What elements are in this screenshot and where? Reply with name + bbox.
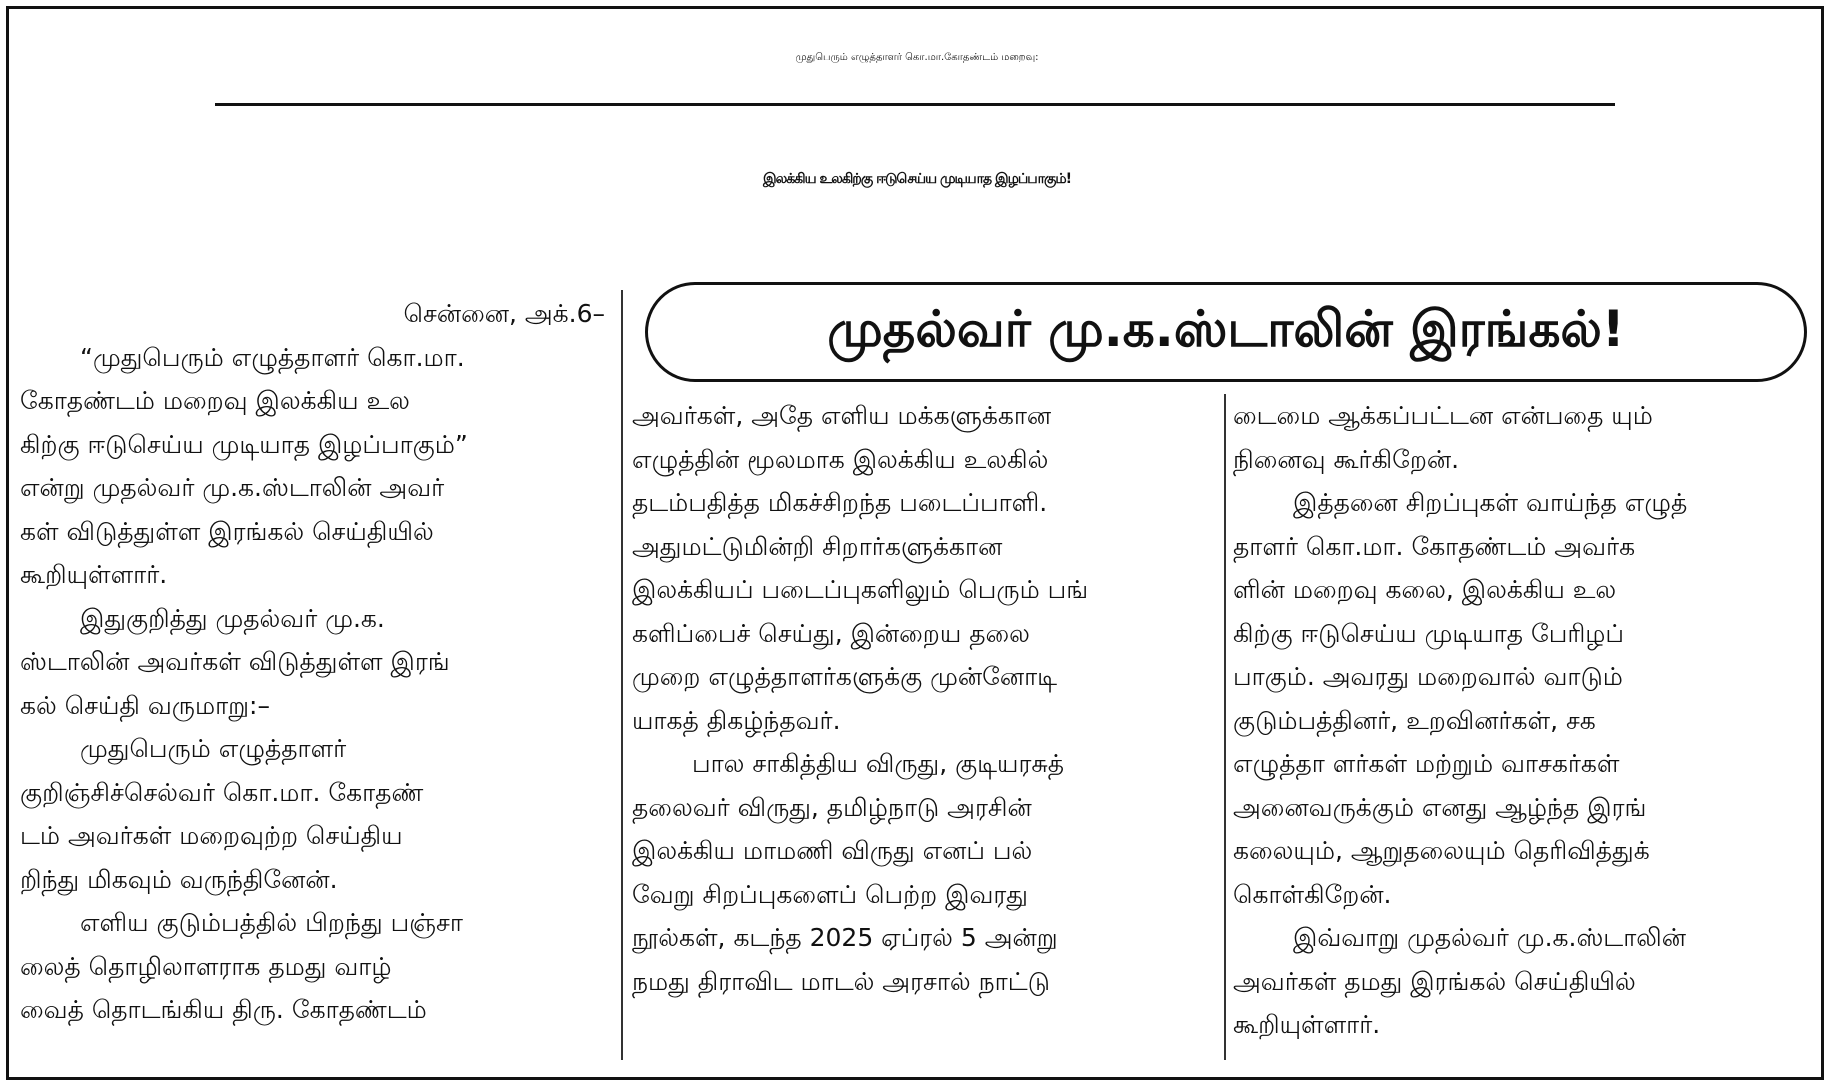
text-line: அதுமட்டுமின்றி சிறார்களுக்கான <box>632 531 1003 561</box>
text-line: இலக்கிய மாமணி விருது எனப் பல் <box>632 836 1033 865</box>
text-line: இதுகுறித்து முதல்வர் மு.க. <box>80 603 385 633</box>
text-line: எளிய குடும்பத்தில் பிறந்து பஞ்சா <box>80 908 463 937</box>
text-line: கலையும், ஆறுதலையும் தெரிவித்துக் <box>1233 836 1650 865</box>
main-headline: இலக்கிய உலகிற்கு ஈடுசெய்ய முடியாத இழப்பாகும்! <box>762 171 1072 187</box>
text-line: லைத் தொழிலாளராக தமது வாழ் <box>20 951 392 981</box>
subheadline: முதல்வர் மு.க.ஸ்டாலின் இரங்கல்! <box>827 299 1625 358</box>
text-line: தலைவர் விருது, தமிழ்நாடு அரசின் <box>632 792 1032 822</box>
text-line: இலக்கியப் படைப்புகளிலும் பெரும் பங் <box>632 575 1089 604</box>
text-line: வைத் தொடங்கிய திரு. கோதண்டம் <box>20 995 427 1024</box>
text-line: குடும்பத்தினர், உறவினர்கள், சக <box>1233 705 1596 735</box>
text-line: நினைவு கூர்கிறேன். <box>1233 444 1460 474</box>
text-line: இத்தனை சிறப்புகள் வாய்ந்த எழுத் <box>1293 488 1688 517</box>
text-line: என்று முதல்வர் மு.க.ஸ்டாலின் அவர் <box>20 473 445 502</box>
kicker-underline <box>215 103 1615 106</box>
subheadline-box <box>645 282 1807 382</box>
article-column-3 <box>1233 394 1808 1047</box>
text-line: அவர்கள் தமது இரங்கல் செய்தியில் <box>1233 966 1636 996</box>
article-column-1 <box>20 292 605 1032</box>
text-line: பால சாகித்திய விருது, குடியரசுத் <box>692 749 1064 778</box>
text-line: அனைவருக்கும் எனது ஆழ்ந்த இரங் <box>1233 792 1647 822</box>
text-line: “முதுபெரும் எழுத்தாளர் கொ.மா. <box>80 342 465 372</box>
text-line: கொள்கிறேன். <box>1233 879 1392 909</box>
text-line: ளின் மறைவு கலை, இலக்கிய உல <box>1233 575 1617 604</box>
text-line: குறிஞ்சிச்செல்வர் கொ.மா. கோதண் <box>20 777 424 807</box>
column-divider-2 <box>1224 394 1226 1060</box>
text-line: கோதண்டம் மறைவு இலக்கிய உல <box>20 386 410 415</box>
text-line: தடம்பதித்த மிகச்சிறந்த படைப்பாளி. <box>632 488 1048 517</box>
text-line: நூல்கள், கடந்த 2025 ஏப்ரல் 5 அன்று <box>632 923 1058 952</box>
text-line: டைமை ஆக்கப்பட்டன என்பதை யும் <box>1233 401 1653 430</box>
text-line: எழுத்தா ளர்கள் மற்றும் வாசகர்கள் <box>1233 749 1620 778</box>
text-line: முறை எழுத்தாளர்களுக்கு முன்னோடி <box>632 662 1058 691</box>
text-line: களிப்பைச் செய்து, இன்றைய தலை <box>632 618 1030 648</box>
text-line: தாளர் கொ.மா. கோதண்டம் அவர்க <box>1233 531 1636 561</box>
text-line: கள் விடுத்துள்ள இரங்கல் செய்தியில் <box>20 516 434 546</box>
text-line: பாகும். அவரது மறைவால் வாடும் <box>1233 662 1623 691</box>
text-line: இவ்வாறு முதல்வர் மு.க.ஸ்டாலின் <box>1293 923 1686 952</box>
text-line: கல் செய்தி வருமாறு:– <box>20 690 270 720</box>
text-line: கிற்கு ஈடுசெய்ய முடியாத பேரிழப் <box>1233 618 1625 648</box>
article-column-2 <box>632 394 1214 1003</box>
column-divider-1 <box>621 290 623 1060</box>
text-line: கிற்கு ஈடுசெய்ய முடியாத இழப்பாகும்” <box>20 429 468 459</box>
text-line: யாகத் திகழ்ந்தவர். <box>632 705 841 735</box>
text-line: அவர்கள், அதே எளிய மக்களுக்கான <box>632 401 1052 430</box>
text-line: வேறு சிறப்புகளைப் பெற்ற இவரது <box>632 879 1028 909</box>
text-line: ஸ்டாலின் அவர்கள் விடுத்துள்ள இரங் <box>20 647 450 676</box>
text-line: நமது திராவிட மாடல் அரசால் நாட்டு <box>632 966 1050 996</box>
text-line: கூறியுள்ளார். <box>1233 1010 1381 1039</box>
text-line: முதுபெரும் எழுத்தாளர் <box>80 734 347 763</box>
text-line: டம் அவர்கள் மறைவுற்ற செய்திய <box>20 821 403 850</box>
text-line: கூறியுள்ளார். <box>20 560 168 589</box>
kicker-headline: முதுபெரும் எழுத்தாளர் கொ.மா.கோதண்டம் மறைவு: <box>795 52 1039 63</box>
text-line: எழுத்தின் மூலமாக இலக்கிய உலகில் <box>632 444 1049 474</box>
dateline: சென்னை, அக்.6– <box>403 299 605 328</box>
text-line: றிந்து மிகவும் வருந்தினேன். <box>20 864 338 894</box>
